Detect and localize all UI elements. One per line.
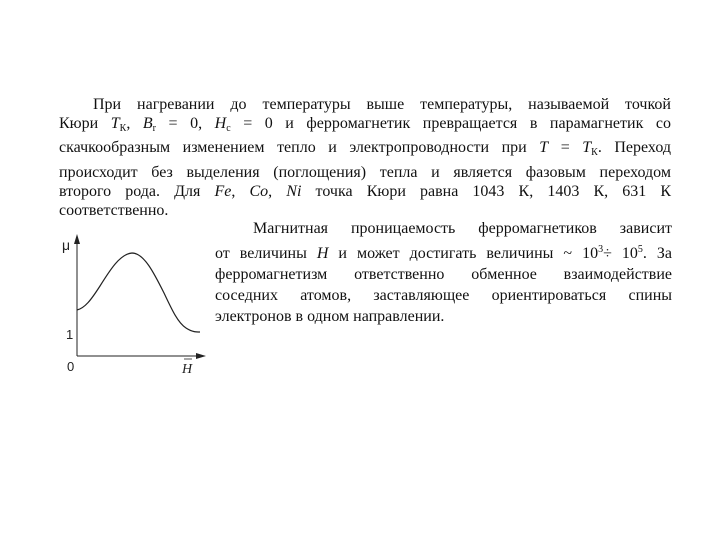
curie-line-2: Кюри $T_К$, $B_r = 0$, $H_c = 0$ и ферромагнетик превращается в парамагнетик со — [59, 115, 672, 135]
permeability-line-3: ферромагнетизм ответственно обменное взаимодействие — [215, 266, 672, 283]
curie-paragraph — [59, 95, 671, 220]
x-axis-arrow — [196, 353, 206, 359]
tick-label-one: 1 — [66, 327, 74, 342]
y-axis-arrow — [74, 234, 80, 244]
permeability-line-5: электронов в одном направлении. — [215, 308, 445, 325]
y-axis-label: μ — [62, 237, 71, 253]
permeability-graph — [58, 228, 218, 378]
origin-label: 0 — [67, 359, 75, 374]
curie-line-5: второго рода. Для Fe, Co, Ni точка Кюри равна 1043 К, 1403 К, 631 К — [59, 182, 672, 200]
permeability-paragraph — [215, 218, 672, 327]
permeability-line-4: соседних атомов, заставляющее ориентироваться спины — [215, 287, 672, 304]
x-axis-label: H — [182, 362, 193, 377]
permeability-curve — [77, 253, 200, 332]
curie-line-4: происходит без выделения (поглощения) тепла и является фазовым переходом — [59, 163, 671, 181]
curie-line-1: При нагревании до температуры выше температуры, называемой точкой — [93, 96, 671, 113]
curie-line-3: скачкообразным изменением тепло и электропроводности при $T = T_К$. Переход — [59, 139, 671, 159]
permeability-line-1: Магнитная проницаемость ферромагнетиков зависит — [253, 220, 672, 237]
curie-line-6: соответственно. — [59, 202, 169, 220]
permeability-line-2: от величины H и может достигать величины ~ $10^3\div 10^5$. За — [215, 244, 672, 262]
